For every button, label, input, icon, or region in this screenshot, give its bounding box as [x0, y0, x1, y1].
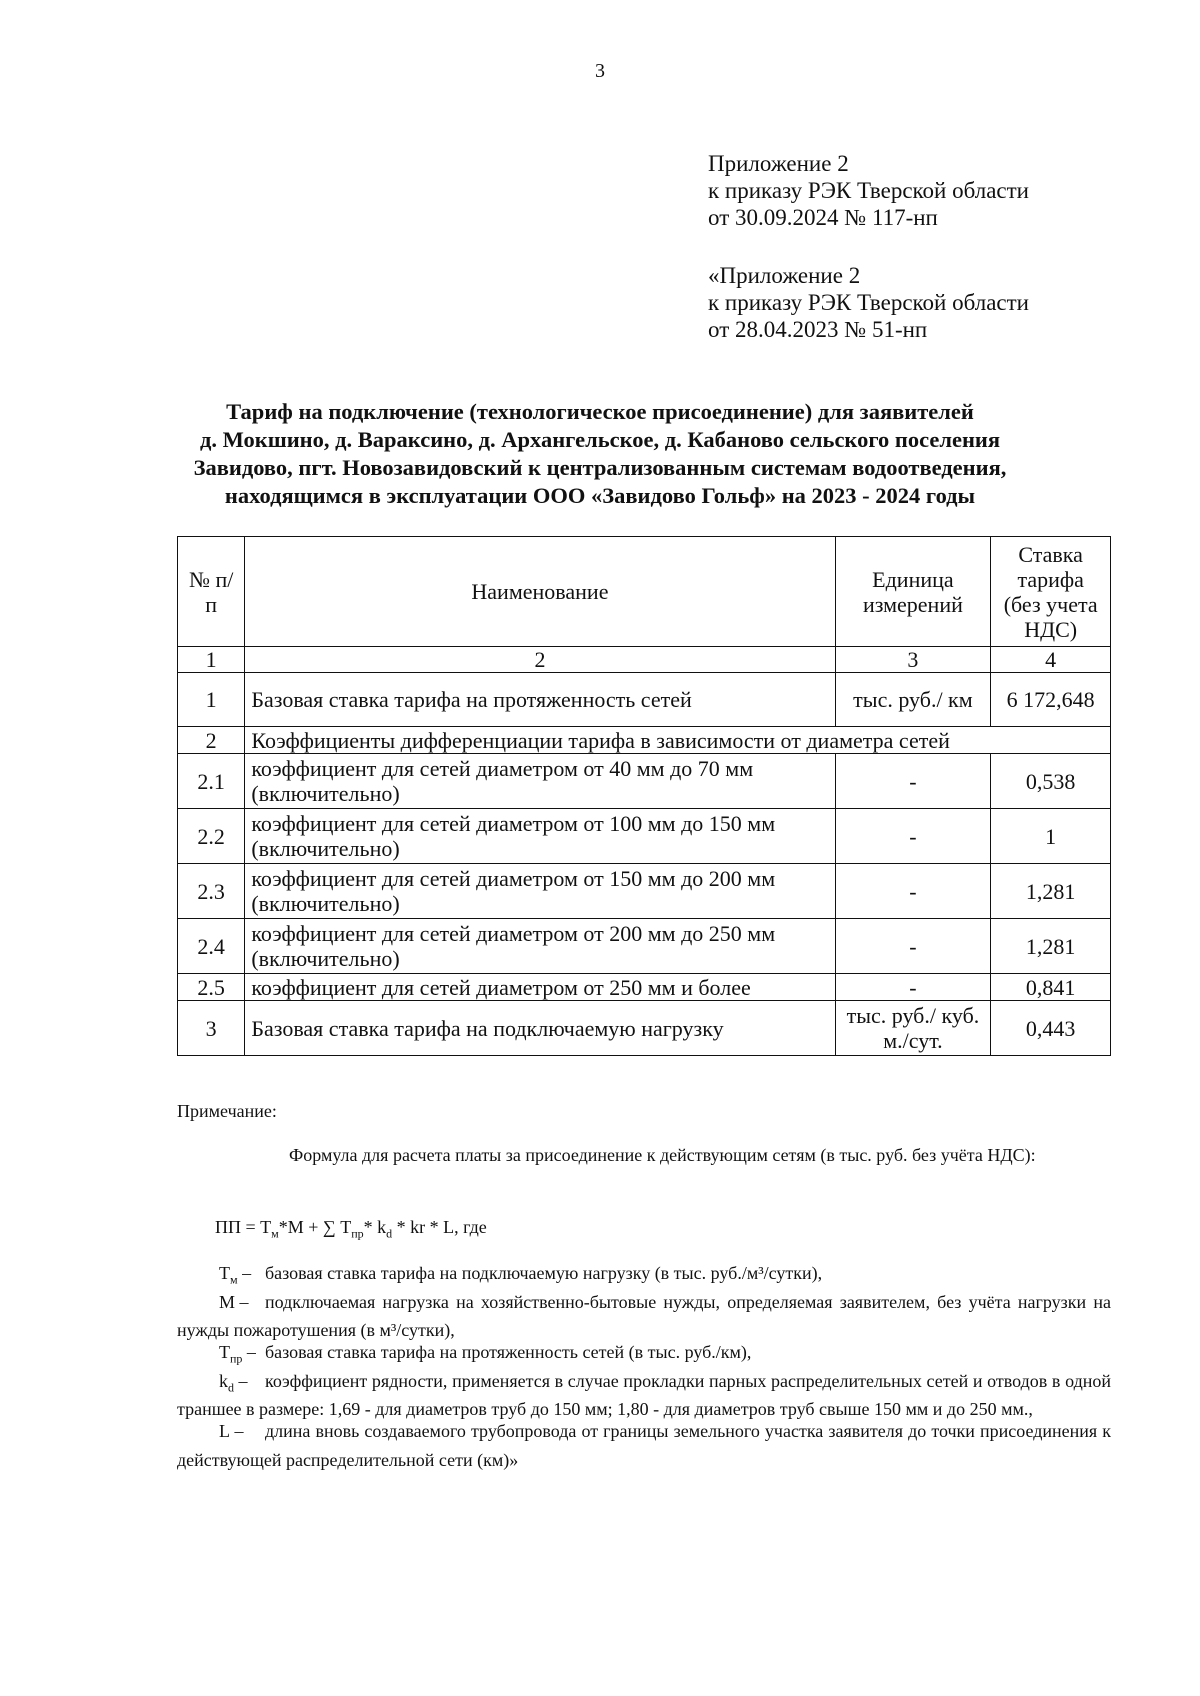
row-name: Базовая ставка тарифа на подключаемую нагрузку	[245, 1001, 835, 1056]
row-unit: -	[835, 919, 991, 974]
table-row	[178, 673, 1111, 727]
formula-intro-text: Формула для расчета платы за присоединение к действующим сетям (в тыс. руб. без учёта НДС):	[289, 1145, 1036, 1165]
row-num: 2.2	[178, 809, 245, 864]
tariff-table	[177, 536, 1111, 1056]
row-unit: тыс. руб./ куб. м./сут.	[835, 1001, 991, 1056]
appendix-line: к приказу РЭК Тверской области	[708, 290, 1029, 315]
definition-item	[177, 1262, 1111, 1291]
page-number: 3	[595, 60, 605, 82]
formula-part: * k	[363, 1217, 387, 1237]
column-number: 1	[178, 647, 245, 673]
symbol-dash: –	[234, 1370, 248, 1391]
appendix-line: от 30.09.2024 № 117-нп	[708, 205, 938, 230]
title-line: Тариф на подключение (технологическое присоединение) для заявителей	[226, 399, 974, 424]
table-row	[178, 919, 1111, 974]
row-rate: 0,538	[991, 754, 1111, 809]
column-number: 4	[991, 647, 1111, 673]
symbol-subscript: м	[230, 1272, 238, 1287]
payment-formula	[215, 1216, 487, 1245]
formula-subscript: d	[386, 1226, 393, 1241]
appendix-header-original	[708, 262, 1029, 343]
definition-text: базовая ставка тарифа на подключаемую нагрузку (в тыс. руб./м³/сутки),	[265, 1263, 823, 1283]
column-number-row	[178, 647, 1111, 673]
note-label: Примечание:	[177, 1101, 277, 1121]
symbol-letter: k	[219, 1370, 228, 1391]
symbol-letter: Т	[219, 1263, 230, 1283]
formula-part: * kr * L, где	[392, 1217, 487, 1237]
table-header-row	[178, 537, 1111, 647]
definition-item	[177, 1370, 1111, 1421]
definition-symbol	[177, 1370, 265, 1399]
row-rate: 6 172,648	[991, 673, 1111, 727]
row-num: 1	[178, 673, 245, 727]
appendix-line: от 28.04.2023 № 51-нп	[708, 317, 928, 342]
definition-text: базовая ставка тарифа на протяженность сетей (в тыс. руб./км),	[265, 1342, 752, 1363]
column-number: 2	[245, 647, 835, 673]
symbol-subscript: d	[228, 1380, 234, 1395]
header-name: Наименование	[245, 537, 835, 647]
row-unit: тыс. руб./ км	[835, 673, 991, 727]
header-rate: Ставка тарифа (без учета НДС)	[991, 537, 1111, 647]
table-row	[178, 974, 1111, 1001]
row-name: Базовая ставка тарифа на протяженность сетей	[245, 673, 835, 727]
row-rate: 1,281	[991, 864, 1111, 919]
table-row	[178, 809, 1111, 864]
row-num: 3	[178, 1001, 245, 1056]
definition-symbol	[177, 1291, 265, 1320]
document-title	[150, 398, 1050, 510]
row-unit: -	[835, 754, 991, 809]
definition-item	[177, 1341, 1111, 1370]
appendix-line: «Приложение 2	[708, 263, 861, 288]
column-number: 3	[835, 647, 991, 673]
row-name: коэффициент для сетей диаметром от 100 мм до 150 мм (включительно)	[245, 809, 835, 864]
row-rate: 1,281	[991, 919, 1111, 974]
row-num: 2.4	[178, 919, 245, 974]
row-unit: -	[835, 809, 991, 864]
definition-symbol	[177, 1341, 265, 1370]
symbol-dash: –	[242, 1342, 256, 1363]
row-num: 2.5	[178, 974, 245, 1001]
formula-definitions	[177, 1262, 1111, 1471]
header-unit: Единица измерений	[835, 537, 991, 647]
appendix-line: Приложение 2	[708, 151, 849, 176]
appendix-line: к приказу РЭК Тверской области	[708, 178, 1029, 203]
row-rate: 1	[991, 809, 1111, 864]
row-name: Коэффициенты дифференциации тарифа в зависимости от диаметра сетей	[245, 727, 1111, 754]
formula-part: ПП = Т	[215, 1217, 272, 1237]
definition-text: подключаемая нагрузка на хозяйственно-бытовые нужды, определяемая заявителем, без учёта нагрузки на нужды пожаротушения (в м³/сутки),	[177, 1291, 1111, 1341]
definition-symbol	[177, 1420, 265, 1449]
header-num: № п/п	[178, 537, 245, 647]
row-unit: -	[835, 974, 991, 1001]
table-row	[178, 754, 1111, 809]
row-name: коэффициент для сетей диаметром от 40 мм до 70 мм (включительно)	[245, 754, 835, 809]
formula-subscript: м	[271, 1226, 279, 1241]
row-rate: 0,443	[991, 1001, 1111, 1056]
row-num: 2	[178, 727, 245, 754]
symbol-subscript: пр	[230, 1351, 243, 1366]
row-num: 2.3	[178, 864, 245, 919]
symbol-letter: L	[219, 1421, 230, 1442]
formula-part: *М + ∑ Т	[278, 1217, 352, 1237]
symbol-letter: М	[219, 1291, 236, 1312]
title-line: д. Мокшино, д. Вараксино, д. Архангельское, д. Кабаново сельского поселения	[199, 427, 1001, 452]
definition-text: длина вновь создаваемого трубопровода от границы земельного участка заявителя до точки присоединения к действующей распределительной сети (км)»	[177, 1421, 1111, 1470]
formula-intro	[177, 1144, 1111, 1166]
table-row	[178, 864, 1111, 919]
row-name: коэффициент для сетей диаметром от 250 мм и более	[245, 974, 835, 1001]
row-name: коэффициент для сетей диаметром от 150 мм до 200 мм (включительно)	[245, 864, 835, 919]
table-row	[178, 727, 1111, 754]
row-unit: -	[835, 864, 991, 919]
appendix-header-current	[708, 150, 1029, 231]
row-name: коэффициент для сетей диаметром от 200 мм до 250 мм (включительно)	[245, 919, 835, 974]
symbol-dash: –	[230, 1421, 244, 1442]
definition-item	[177, 1291, 1111, 1342]
formula-subscript: пр	[351, 1226, 364, 1241]
title-line: Завидово, пгт. Новозавидовский к централизованным системам водоотведения,	[193, 455, 1007, 480]
row-rate: 0,841	[991, 974, 1111, 1001]
symbol-dash: –	[235, 1291, 249, 1312]
row-num: 2.1	[178, 754, 245, 809]
symbol-letter: Т	[219, 1342, 230, 1363]
definition-text: коэффициент рядности, применяется в случае прокладки парных распределительных сетей и отводов в одной траншее в размере: 1,69 - для диаметров труб до 150 мм; 1,80 - для диаметров труб свыше 150 мм и до 250 мм.,	[177, 1370, 1111, 1420]
definition-item	[177, 1420, 1111, 1471]
table-row	[178, 1001, 1111, 1056]
title-line: находящимся в эксплуатации ООО «Завидово Гольф» на 2023 - 2024 годы	[224, 483, 976, 508]
symbol-dash: –	[237, 1263, 252, 1283]
definition-symbol	[177, 1262, 265, 1291]
